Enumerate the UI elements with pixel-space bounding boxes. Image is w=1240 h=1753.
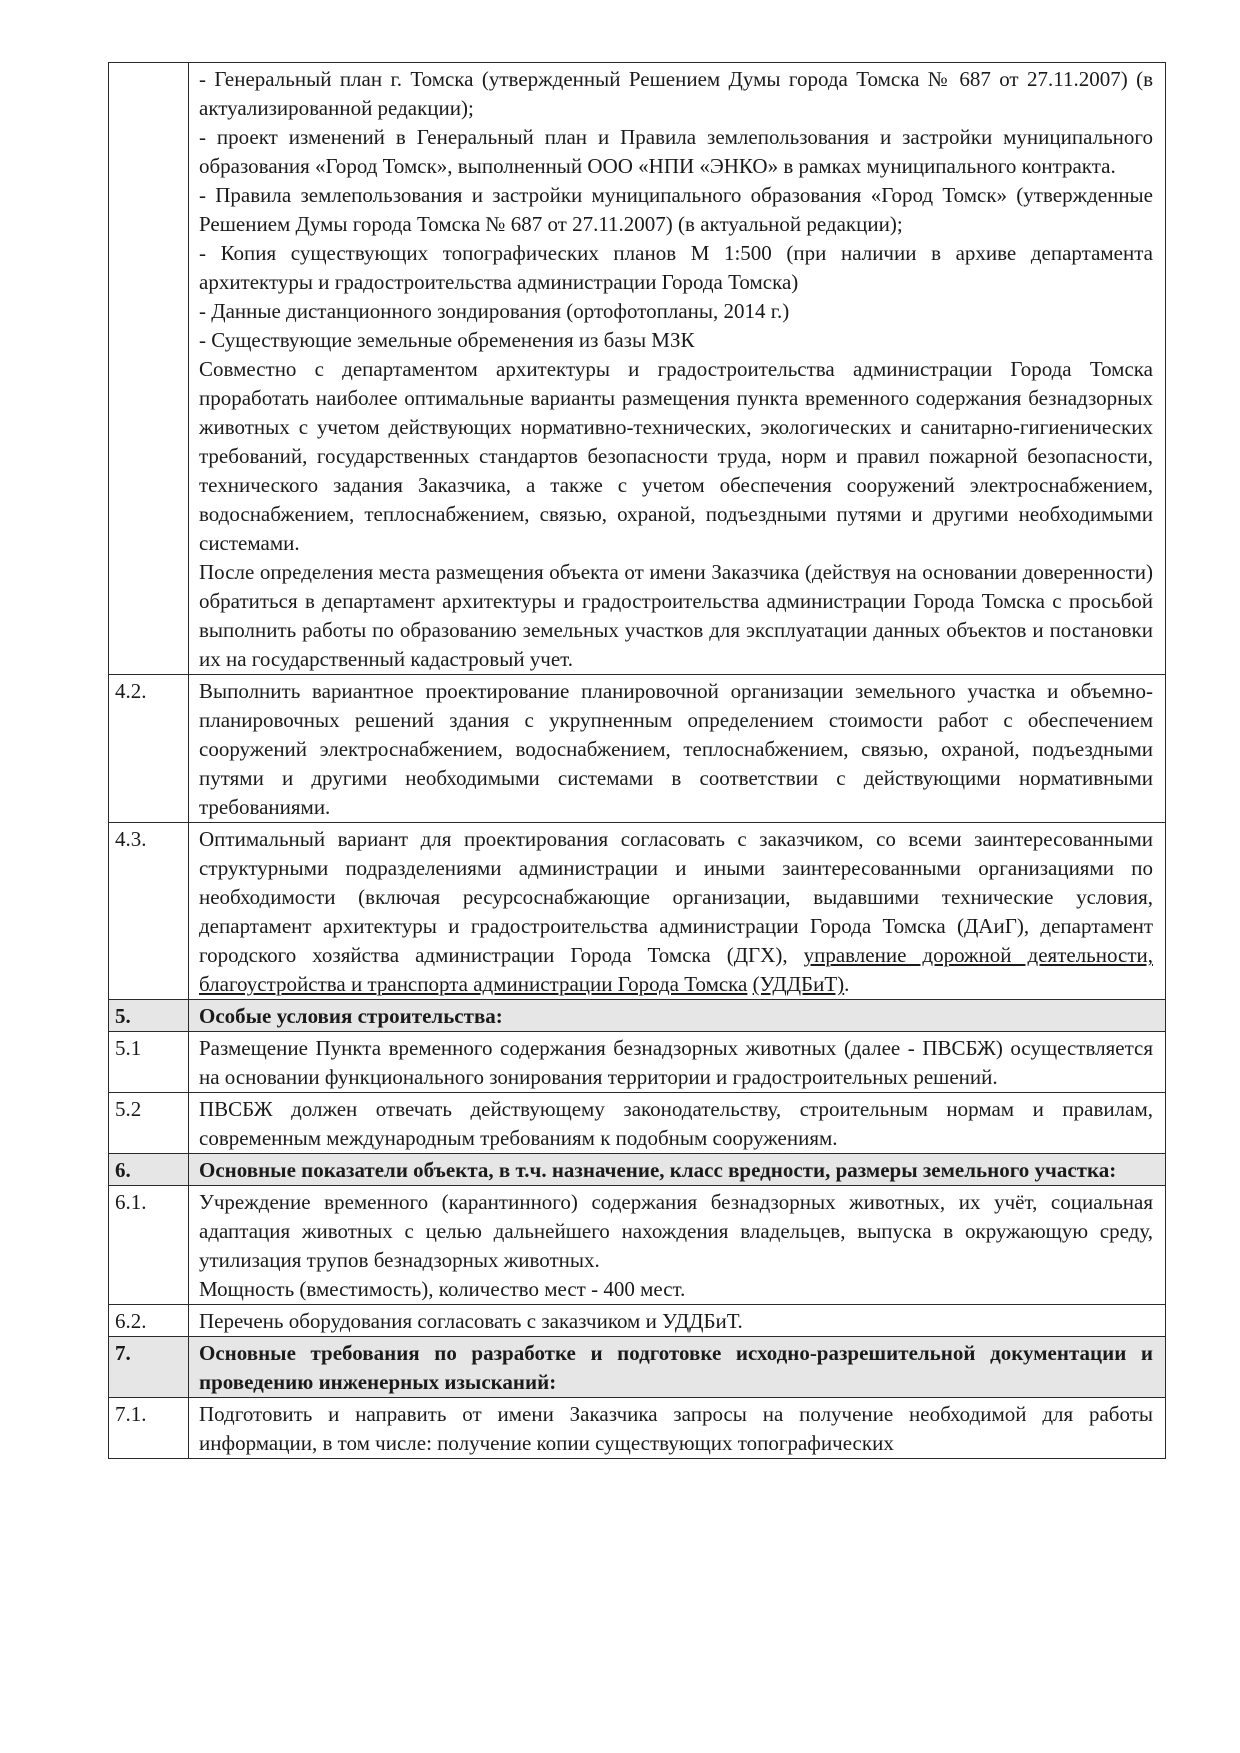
row-text-part: Оптимальный вариант для проектирования согласовать с заказчиком, со всеми заинтересованными структурными подразделениями администрации и иными заинтересованными организациями по необходимости (включая ресурсоснабжающие организации, выдавшими технические условия, департамент архитектуры и градостроительства администрации Города Томска (ДАиГ), департамент городского хозяйства администрации Города Томска (ДГХ), bbox=[199, 827, 1153, 967]
row-text: ПВСБЖ должен отвечать действующему законодательству, строительным нормам и правилам, современным международным требованиям к подобным сооружениям. bbox=[189, 1093, 1166, 1154]
table-row bbox=[109, 1032, 1166, 1093]
row-number: 7.1. bbox=[109, 1398, 189, 1459]
section-title: Особые условия строительства: bbox=[189, 1000, 1166, 1032]
paragraph: Мощность (вместимость), количество мест - 400 мест. bbox=[199, 1277, 686, 1301]
row-text: Перечень оборудования согласовать с заказчиком и УДДБиТ. bbox=[189, 1305, 1166, 1337]
section-title: Основные показатели объекта, в т.ч. назначение, класс вредности, размеры земельного участка: bbox=[189, 1154, 1166, 1186]
section-title: Основные требования по разработке и подготовке исходно-разрешительной документации и проведению инженерных изысканий: bbox=[189, 1337, 1166, 1398]
section-heading-row bbox=[109, 1337, 1166, 1398]
row-text: Выполнить вариантное проектирование планировочной организации земельного участка и объемно-планировочных решений здания с укрупненным определением стоимости работ с обеспечением сооружений электроснабжением, водоснабжением, теплоснабжением, связью, охраной, подъездными путями и другими необходимыми системами в соответствии с действующими нормативными требованиями. bbox=[189, 675, 1166, 823]
table-row bbox=[109, 1186, 1166, 1305]
row-text bbox=[189, 63, 1166, 675]
row-text-part: . bbox=[844, 972, 850, 996]
underlined-org-name: управление дорожной деятельности, благоустройства и транспорта администрации Города Томска bbox=[199, 943, 1153, 996]
paragraph: - Правила землепользования и застройки муниципального образования «Город Томск» (утвержденные Решением Думы города Томска № 687 от 27.11.2007) (в актуальной редакции); bbox=[199, 183, 1153, 236]
row-number: 4.3. bbox=[109, 823, 189, 1000]
row-text bbox=[189, 1186, 1166, 1305]
row-number: 5.1 bbox=[109, 1032, 189, 1093]
underlined-org-abbr: (УДДБиТ) bbox=[752, 972, 845, 996]
section-number: 6. bbox=[109, 1154, 189, 1186]
document-page bbox=[108, 62, 1166, 1459]
section-heading-row bbox=[109, 1154, 1166, 1186]
paragraph: - Данные дистанционного зондирования (ортофотопланы, 2014 г.) bbox=[199, 299, 790, 323]
paragraph: После определения места размещения объекта от имени Заказчика (действуя на основании доверенности) обратиться в департамент архитектуры и градостроительства администрации Города Томска с просьбой выполнить работы по образованию земельных участков для эксплуатации данных объектов и постановки их на государственный кадастровый учет. bbox=[199, 560, 1153, 671]
section-heading-row bbox=[109, 1000, 1166, 1032]
row-number: 4.2. bbox=[109, 675, 189, 823]
section-number: 7. bbox=[109, 1337, 189, 1398]
row-number: 6.2. bbox=[109, 1305, 189, 1337]
paragraph: - Копия существующих топографических планов М 1:500 (при наличии в архиве департамента архитектуры и градостроительства администрации Города Томска) bbox=[199, 241, 1153, 294]
row-number: 5.2 bbox=[109, 1093, 189, 1154]
table-row bbox=[109, 63, 1166, 675]
table-row bbox=[109, 675, 1166, 823]
row-text bbox=[189, 823, 1166, 1000]
paragraph: - Генеральный план г. Томска (утвержденный Решением Думы города Томска № 687 от 27.11.2007) (в актуализированной редакции); bbox=[199, 67, 1153, 120]
specification-table bbox=[108, 62, 1166, 1459]
row-text: Подготовить и направить от имени Заказчика запросы на получение необходимой для работы информации, в том числе: получение копии существующих топографических bbox=[189, 1398, 1166, 1459]
section-number: 5. bbox=[109, 1000, 189, 1032]
table-row bbox=[109, 1305, 1166, 1337]
table-row bbox=[109, 1398, 1166, 1459]
row-number: 6.1. bbox=[109, 1186, 189, 1305]
paragraph: - Существующие земельные обременения из базы МЗК bbox=[199, 328, 695, 352]
table-row bbox=[109, 1093, 1166, 1154]
paragraph: Совместно с департаментом архитектуры и градостроительства администрации Города Томска проработать наиболее оптимальные варианты размещения пункта временного содержания безнадзорных животных с учетом действующих нормативно-технических, экологических и санитарно-гигиенических требований, государственных стандартов безопасности труда, норм и правил пожарной безопасности, технического задания Заказчика, а также с учетом обеспечения сооружений электроснабжением, водоснабжением, теплоснабжением, связью, охраной, подъездными путями и другими необходимыми системами. bbox=[199, 357, 1153, 555]
row-text: Размещение Пункта временного содержания безнадзорных животных (далее - ПВСБЖ) осуществляется на основании функционального зонирования территории и градостроительных решений. bbox=[189, 1032, 1166, 1093]
row-number bbox=[109, 63, 189, 675]
paragraph: - проект изменений в Генеральный план и Правила землепользования и застройки муниципального образования «Город Томск», выполненный ООО «НПИ «ЭНКО» в рамках муниципального контракта. bbox=[199, 125, 1153, 178]
paragraph: Учреждение временного (карантинного) содержания безнадзорных животных, их учёт, социальная адаптация животных с целью дальнейшего нахождения владельцев, выпуска в окружающую среду, утилизация трупов безнадзорных животных. bbox=[199, 1190, 1153, 1272]
table-row bbox=[109, 823, 1166, 1000]
